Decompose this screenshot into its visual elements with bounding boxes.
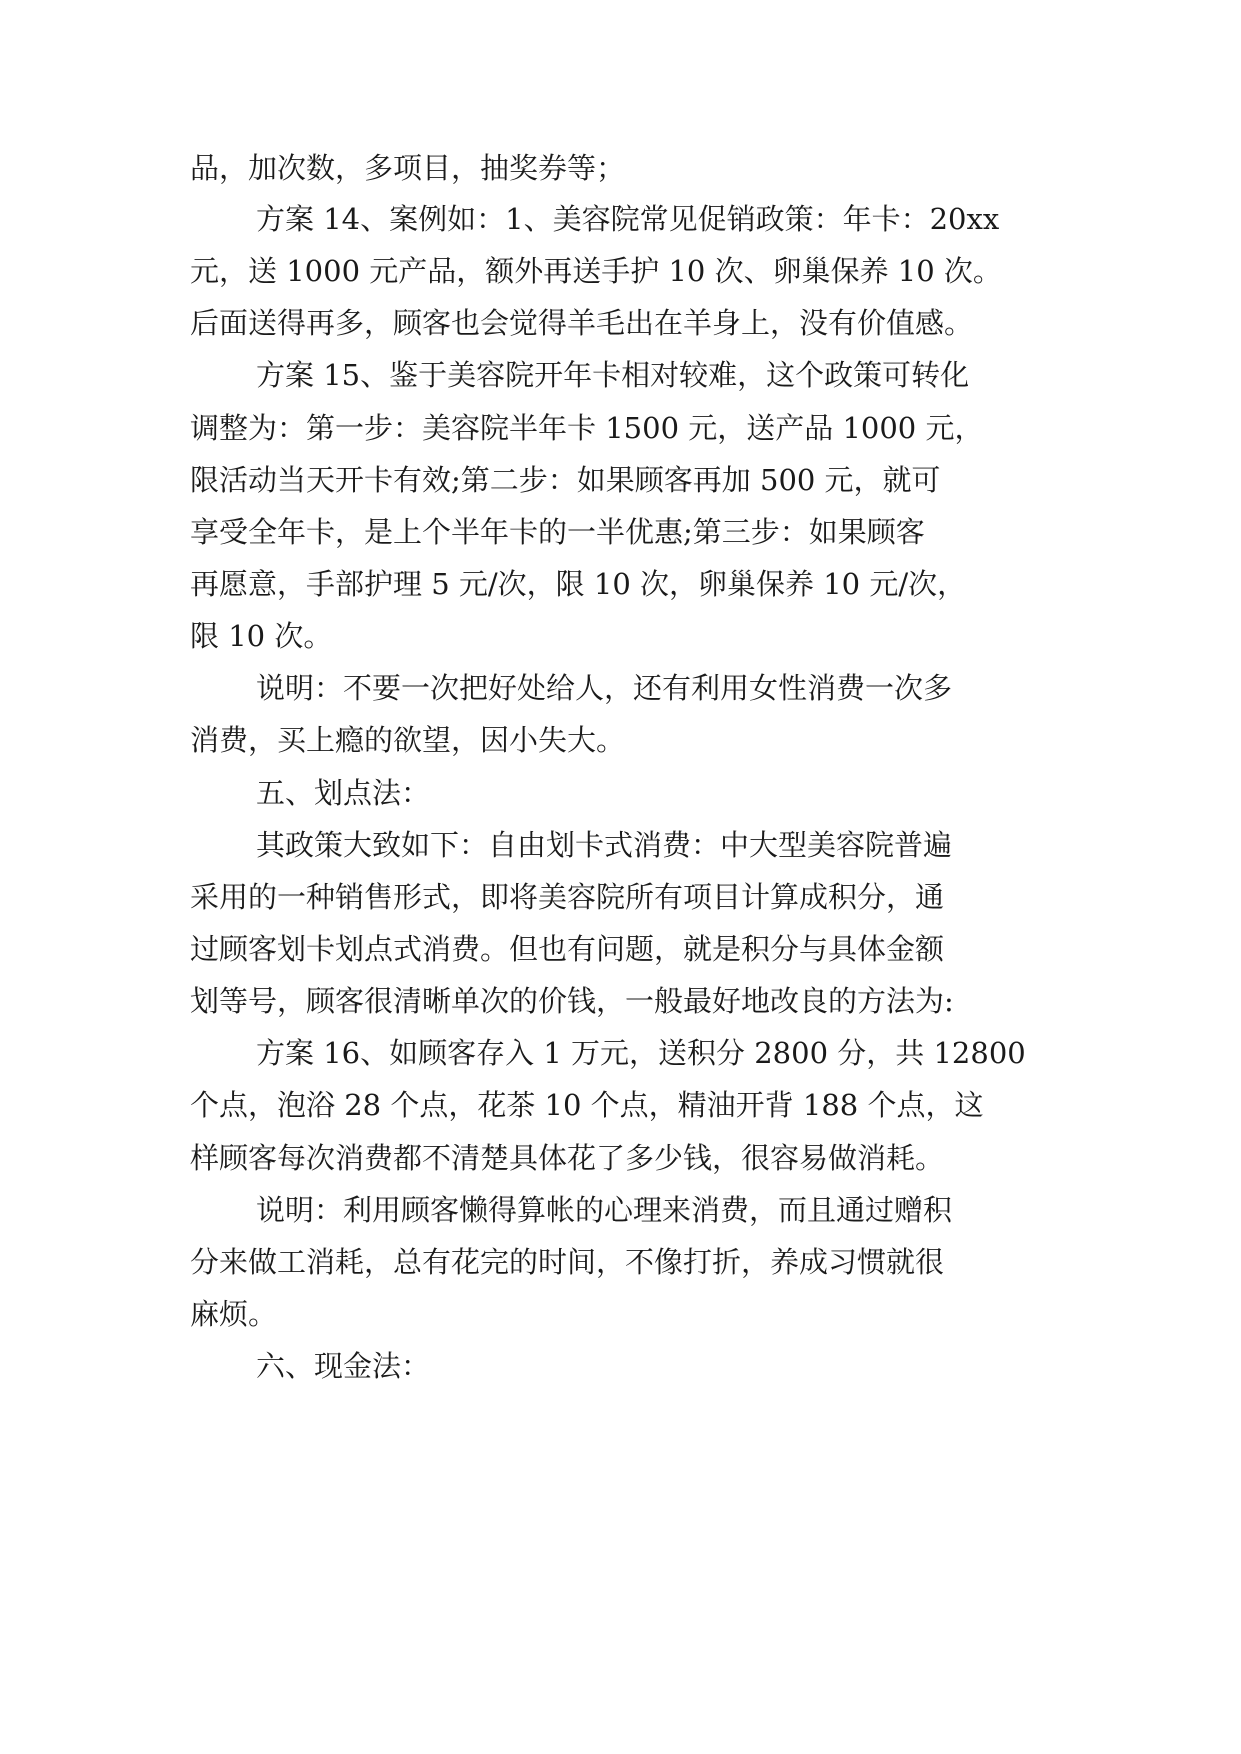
text-line: 个点，泡浴 28 个点，花茶 10 个点，精油开背 188 个点，这: [190, 1088, 984, 1122]
text-line: 后面送得再多，顾客也会觉得羊毛出在羊身上，没有价值感。: [190, 306, 974, 340]
text-line: 限活动当天开卡有效;第二步：如果顾客再加 500 元，就可: [190, 463, 941, 497]
section-heading: 六、现金法：: [256, 1349, 431, 1383]
text-line: 享受全年卡，是上个半年卡的一半优惠;第三步：如果顾客: [190, 515, 925, 549]
paragraph-start-line: 说明：不要一次把好处给人，还有利用女性消费一次多: [256, 671, 953, 705]
paragraph-start-line: 其政策大致如下：自由划卡式消费：中大型美容院普遍: [256, 828, 953, 862]
section-heading: 五、划点法：: [256, 776, 431, 810]
text-line: 划等号，顾客很清晰单次的价钱，一般最好地改良的方法为:: [190, 984, 954, 1018]
paragraph-start-line: 说明：利用顾客懒得算帐的心理来消费，而且通过赠积: [256, 1193, 953, 1227]
text-line: 过顾客划卡划点式消费。但也有问题，就是积分与具体金额: [190, 932, 945, 966]
paragraph-start-line: 方案 16、如顾客存入 1 万元，送积分 2800 分，共 12800: [256, 1036, 1026, 1070]
text-line: 调整为：第一步：美容院半年卡 1500 元，送产品 1000 元，: [190, 411, 984, 445]
text-line: 消费，买上瘾的欲望，因小失大。: [190, 723, 626, 757]
text-line: 再愿意，手部护理 5 元/次，限 10 次，卵巢保养 10 元/次，: [190, 567, 967, 601]
text-line: 样顾客每次消费都不清楚具体花了多少钱，很容易做消耗。: [190, 1141, 945, 1175]
text-line: 限 10 次。: [190, 619, 333, 653]
text-line: 品，加次数，多项目，抽奖券等；: [190, 151, 626, 185]
text-line: 分来做工消耗，总有花完的时间，不像打折，养成习惯就很: [190, 1245, 945, 1279]
text-line: 元，送 1000 元产品，额外再送手护 10 次、卵巢保养 10 次。: [190, 254, 1002, 288]
text-line: 采用的一种销售形式，即将美容院所有项目计算成积分，通: [190, 880, 945, 914]
text-line: 麻烦。: [190, 1297, 278, 1331]
paragraph-start-line: 方案 14、案例如：1、美容院常见促销政策：年卡：20xx: [256, 202, 1000, 236]
paragraph-start-line: 方案 15、鉴于美容院开年卡相对较难，这个政策可转化: [256, 358, 970, 392]
